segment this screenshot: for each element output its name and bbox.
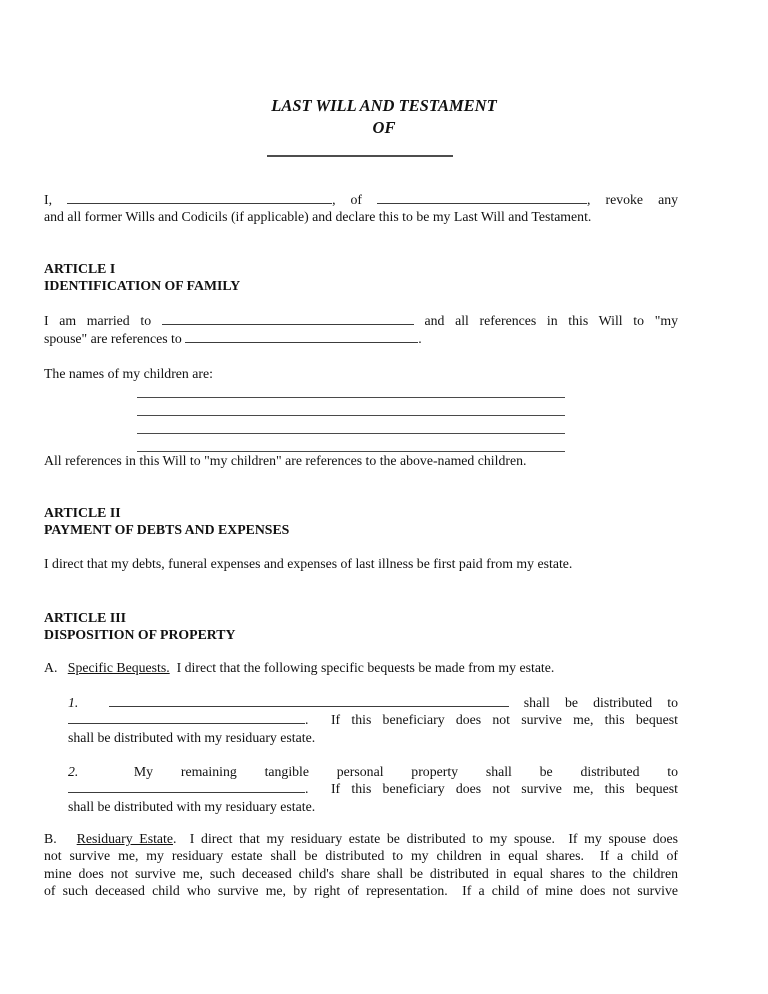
testator-name-underline xyxy=(267,155,453,157)
testator-name-blank xyxy=(67,191,332,204)
item-1-seg: shall be distributed to xyxy=(508,695,678,710)
married-line2-seg-1: spouse" are references to xyxy=(44,331,186,346)
item-1-line-3: shall be distributed with my residuary estate. xyxy=(68,730,316,745)
beneficiary-name-blank xyxy=(68,711,305,724)
spouse-name-blank-2 xyxy=(185,330,418,343)
article-i-heading: ARTICLE I xyxy=(44,261,116,276)
document-title-of: OF xyxy=(372,118,396,137)
item-1-line2-text: . If this beneficiary does not survive me, this bequest xyxy=(305,712,678,727)
section-b-line-2: not survive me, my residuary estate shall be distributed to my children in equal shares. If a child of xyxy=(44,848,678,863)
section-b-line-1 xyxy=(44,830,678,848)
section-a-label: A. xyxy=(44,660,68,675)
section-a-title: Specific Bequests. xyxy=(67,660,170,675)
married-seg-2: and all references in this Will to "my xyxy=(413,313,678,328)
child-name-line-1 xyxy=(137,397,565,398)
opening-line-2: and all former Wills and Codicils (if applicable) and declare this to be my Last Will and Testament. xyxy=(44,209,592,224)
children-intro: The names of my children are: xyxy=(44,366,213,381)
section-a-line xyxy=(44,659,678,677)
article-i-subheading: IDENTIFICATION OF FAMILY xyxy=(44,278,241,293)
married-seg-1: I am married to xyxy=(44,313,162,328)
opening-seg-of: , of xyxy=(332,192,378,207)
section-a-text: I direct that the following specific bequests be made from my estate. xyxy=(169,660,555,675)
opening-seg-revoke: , revoke any xyxy=(587,192,678,207)
section-b-label: B. xyxy=(44,831,77,846)
article-ii-heading: ARTICLE II xyxy=(44,505,121,520)
section-b-line-4: of such deceased child who survive me, by right of representation. If a child of mine does not survive xyxy=(44,883,678,898)
spouse-name-blank xyxy=(162,312,414,325)
item-1-line-2 xyxy=(68,711,678,729)
section-b-line1-rest: . I direct that my residuary estate be distributed to my spouse. If my spouse does xyxy=(173,831,678,846)
section-b-line-3: mine does not survive me, such deceased child's share shall be distributed in equal shares to the children xyxy=(44,866,678,881)
bequest-description-blank xyxy=(109,694,509,707)
item-2-number: 2. xyxy=(68,764,134,779)
debts-paragraph: I direct that my debts, funeral expenses and expenses of last illness be first paid from my estate. xyxy=(44,556,573,571)
section-b-title: Residuary Estate xyxy=(76,831,173,846)
opening-line-1 xyxy=(44,191,678,209)
married-line-2 xyxy=(44,330,678,348)
item-2-line-2 xyxy=(68,780,678,798)
item-2-line2-text: . If this beneficiary does not survive me, this bequest xyxy=(305,781,678,796)
article-iii-subheading: DISPOSITION OF PROPERTY xyxy=(44,627,236,642)
item-1-line-1 xyxy=(68,694,678,712)
child-name-line-3 xyxy=(137,433,565,434)
married-line2-seg-2: . xyxy=(418,331,422,346)
item-1-number: 1. xyxy=(68,695,109,710)
opening-seg-i: I, xyxy=(44,192,68,207)
child-name-line-2 xyxy=(137,415,565,416)
married-line-1 xyxy=(44,312,678,330)
children-note: All references in this Will to "my children" are references to the above-named children. xyxy=(44,453,527,468)
item-2-line-1 xyxy=(68,763,678,781)
article-ii-subheading: PAYMENT OF DEBTS AND EXPENSES xyxy=(44,522,290,537)
item-2-line-3: shall be distributed with my residuary estate. xyxy=(68,799,316,814)
beneficiary-name-blank-2 xyxy=(68,780,305,793)
item-2-line1-text: My remaining tangible personal property shall be distributed to xyxy=(133,764,678,779)
article-iii-heading: ARTICLE III xyxy=(44,610,126,625)
testator-residence-blank xyxy=(377,191,587,204)
document-title: LAST WILL AND TESTAMENT xyxy=(271,96,497,115)
